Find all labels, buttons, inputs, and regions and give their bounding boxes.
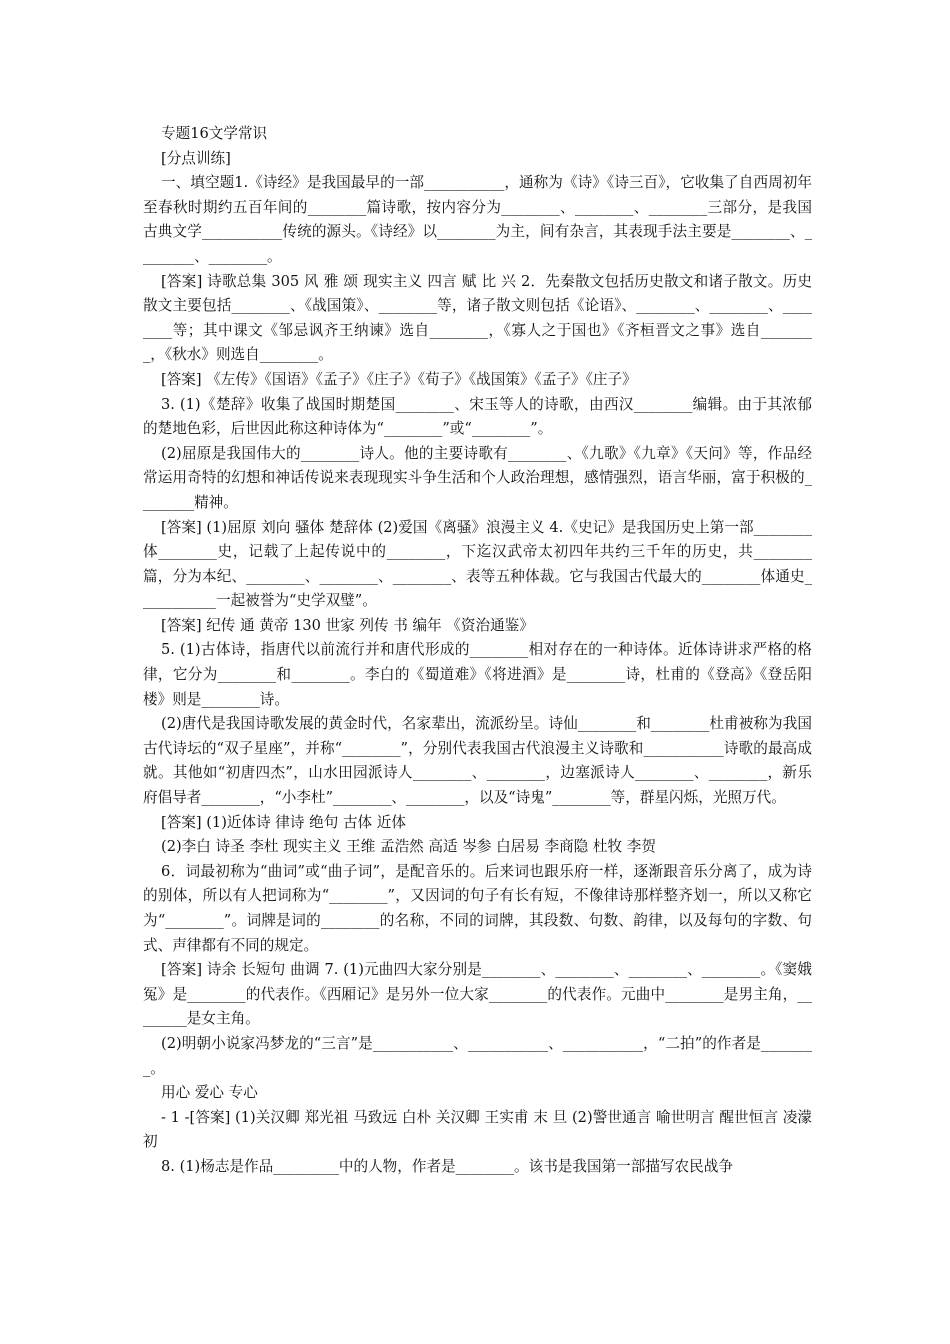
question-8: 8. (1)杨志是作品_________中的人物，作者是________。该书是我国第一部描写农民战争 bbox=[161, 1157, 733, 1175]
footer-motto: 用心 爱心 专心 bbox=[161, 1084, 258, 1102]
answer-3-question-4: [答案] (1)屈原 刘向 骚体 楚辞体 (2)爱国《离骚》浪漫主义 4.《史记》是我国历史上第一部________体________史，记载了上起传说中的________，下迄汉武帝太初四年共约三千年的历史，共________篇，分为本纪、________、________、________、表等五种体裁。它与我国古代最大的________体通史___________一起被誉为“史学双璧”。 bbox=[143, 518, 812, 610]
answer-5-part-2: (2)李白 诗圣 李杜 现实主义 王维 孟浩然 高适 岑参 白居易 李商隐 杜牧 李贺 bbox=[161, 838, 656, 856]
question-6: 6．词最初称为“曲词”或“曲子词”，是配音乐的。后来词也跟乐府一样，逐渐跟音乐分离了，成为诗的别体，所以有人把词称为“________”，又因词的句子有长有短，不像律诗那样整齐划一，所以又称它为“________”。词牌是词的________的名称，不同的词牌，其段数、句数、韵律，以及每句的字数、句式、声律都有不同的规定。 bbox=[143, 862, 812, 954]
answer-6-question-7: [答案] 诗余 长短句 曲调 7. (1)元曲四大家分别是________、________、________、________。《窦娥冤》是________的代表作。《西厢记》是另外一位大家________的代表作。元曲中________是男主角，________是女主角。 bbox=[143, 961, 812, 1028]
question-5-part-2: (2)唐代是我国诗歌发展的黄金时代，名家辈出，流派纷呈。诗仙________和________杜甫被称为我国古代诗坛的“双子星座”，并称“________”，分别代表我国古代浪漫主义诗歌和___________诗歌的最高成就。其他如“初唐四杰”，山水田园派诗人________、________，边塞派诗人________、________，新乐府倡导者________，“小李杜”________、________，以及“诗鬼”________等，群星闪烁，光照万代。 bbox=[143, 715, 812, 807]
question-5-part-1: 5. (1)古体诗，指唐代以前流行并和唐代形成的________相对存在的一种诗体。近体诗讲求严格的格律，它分为________和________。李白的《蜀道难》《将进酒》是________诗，杜甫的《登高》《登岳阳楼》则是________诗。 bbox=[143, 641, 812, 708]
doc-title: 专题16文学常识 bbox=[161, 125, 268, 142]
answer-5-part-1: [答案] (1)近体诗 律诗 绝句 古体 近体 bbox=[161, 813, 406, 831]
answer-4: [答案] 纪传 通 黄帝 130 世家 列传 书 编年 《资治通鉴》 bbox=[161, 616, 534, 634]
answer-1-question-2: [答案] 诗歌总集 305 风 雅 颂 现实主义 四言 赋 比 兴 2．先秦散文包括历史散文和诸子散文。历史散文主要包括________、《战国策》、________等，诸子散文则包括《论语》、________、________、________等；其中课文《邹忌讽齐王纳谏》选自________，《寡人之于国也》《齐桓晋文之事》选自________，《秋水》则选自________。 bbox=[143, 272, 812, 364]
question-3-part-2: (2)屈原是我国伟大的________诗人。他的主要诗歌有________、《九歌》《九章》《天问》等，作品经常运用奇特的幻想和神话传说来表现现实斗争生活和个人政治理想，感情强烈，语言华丽，富于积极的________精神。 bbox=[143, 444, 812, 511]
question-7-part-2: (2)明朝小说家冯梦龙的“三言”是___________、___________、___________，“二拍”的作者是________。 bbox=[143, 1034, 812, 1077]
question-1: 一、填空题1.《诗经》是我国最早的一部___________，通称为《诗》《诗三百》，它收集了自西周初年至春秋时期约五百年间的________篇诗歌，按内容分为________、________、________三部分，是我国古典文学___________传统的源头。《诗经》以________为主，间有杂言，其表现手法主要是________、________、________。 bbox=[143, 174, 812, 265]
section-heading: [分点训练] bbox=[161, 149, 231, 167]
page-number-answer-7: - 1 -[答案] (1)关汉卿 郑光祖 马致远 白朴 关汉卿 王实甫 末 旦 (2)警世通言 喻世明言 醒世恒言 凌濛初 bbox=[143, 1108, 812, 1151]
question-3-part-1: 3. (1)《楚辞》收集了战国时期楚国________、宋玉等人的诗歌，由西汉________编辑。由于其浓郁的楚地色彩，后世因此称这种诗体为“________”或“________”。 bbox=[143, 395, 812, 438]
answer-2: [答案] 《左传》《国语》《孟子》《庄子》《荀子》《战国策》《孟子》《庄子》 bbox=[161, 370, 637, 388]
